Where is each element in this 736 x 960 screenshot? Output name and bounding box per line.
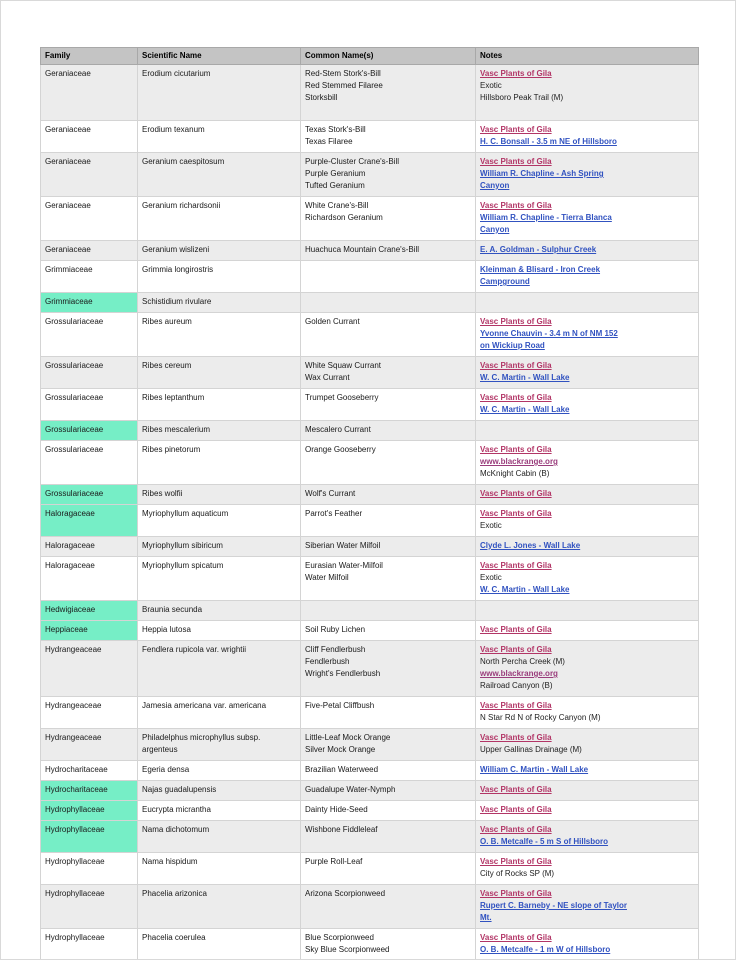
common-name-text: Richardson Geranium xyxy=(305,213,383,222)
common-name-text: Mescalero Currant xyxy=(305,425,371,434)
notes-cell xyxy=(476,313,699,357)
family-cell: Geraniaceae xyxy=(41,121,138,153)
vasc-plants-of-gila-link[interactable]: Vasc Plants of Gila xyxy=(480,625,552,634)
vasc-plants-of-gila-link[interactable]: Vasc Plants of Gila xyxy=(480,805,552,814)
scientific-name-cell: Ribes leptanthum xyxy=(138,389,301,421)
plant-table xyxy=(40,47,699,960)
family-cell: Hydrangeaceae xyxy=(41,641,138,697)
note-text: Upper Gallinas Drainage (M) xyxy=(480,745,582,754)
common-name-text: Dainty Hide-Seed xyxy=(305,805,368,814)
collection-record-link[interactable]: H. C. Bonsall - 3.5 m NE of Hillsboro xyxy=(480,137,617,146)
notes-cell xyxy=(476,781,699,801)
notes-cell xyxy=(476,729,699,761)
table-row xyxy=(41,505,699,537)
common-name-text: Huachuca Mountain Crane's-Bill xyxy=(305,245,420,254)
common-names-cell xyxy=(301,885,476,929)
vasc-plants-of-gila-link[interactable]: Vasc Plants of Gila xyxy=(480,509,552,518)
scientific-name-cell: Ribes mescalerium xyxy=(138,421,301,441)
family-cell: Hydrophyllaceae xyxy=(41,801,138,821)
header-family: Family xyxy=(41,48,138,65)
common-names-cell xyxy=(301,781,476,801)
header-scientific-name: Scientific Name xyxy=(138,48,301,65)
common-name-text: Silver Mock Orange xyxy=(305,745,376,754)
common-name-text: Blue Scorpionweed xyxy=(305,933,374,942)
table-row xyxy=(41,601,699,621)
family-cell: Geraniaceae xyxy=(41,197,138,241)
vasc-plants-of-gila-link[interactable]: Vasc Plants of Gila xyxy=(480,69,552,78)
scientific-name-cell: Geranium caespitosum xyxy=(138,153,301,197)
table-row xyxy=(41,421,699,441)
scientific-name-cell: Ribes pinetorum xyxy=(138,441,301,485)
common-names-cell xyxy=(301,761,476,781)
notes-cell xyxy=(476,697,699,729)
table-row xyxy=(41,537,699,557)
common-names-cell xyxy=(301,121,476,153)
notes-cell xyxy=(476,357,699,389)
table-row xyxy=(41,697,699,729)
common-name-text: Arizona Scorpionweed xyxy=(305,889,386,898)
scientific-name-cell: Geranium richardsonii xyxy=(138,197,301,241)
common-names-cell xyxy=(301,293,476,313)
vasc-plants-of-gila-link[interactable]: Vasc Plants of Gila xyxy=(480,201,552,210)
common-name-text: Little-Leaf Mock Orange xyxy=(305,733,391,742)
family-cell: Grossulariaceae xyxy=(41,389,138,421)
common-names-cell xyxy=(301,441,476,485)
scientific-name-cell: Phacelia coerulea xyxy=(138,929,301,960)
vasc-plants-of-gila-link[interactable]: Vasc Plants of Gila xyxy=(480,825,552,834)
common-names-cell xyxy=(301,601,476,621)
plant-table-body xyxy=(41,65,699,960)
table-row xyxy=(41,241,699,261)
notes-cell xyxy=(476,853,699,885)
table-row xyxy=(41,761,699,781)
notes-cell xyxy=(476,621,699,641)
common-names-cell xyxy=(301,853,476,885)
family-cell: Grossulariaceae xyxy=(41,313,138,357)
scientific-name-cell: Egeria densa xyxy=(138,761,301,781)
common-names-cell xyxy=(301,485,476,505)
common-name-text: Guadalupe Water-Nymph xyxy=(305,785,396,794)
table-row xyxy=(41,441,699,485)
common-names-cell xyxy=(301,261,476,293)
common-name-text: Red Stemmed Filaree xyxy=(305,81,383,90)
scientific-name-cell: Fendlera rupicola var. wrightii xyxy=(138,641,301,697)
collection-record-link[interactable]: E. A. Goldman - Sulphur Creek xyxy=(480,245,597,254)
notes-cell xyxy=(476,121,699,153)
collection-record-link[interactable]: O. B. Metcalfe - 5 m S of Hillsboro xyxy=(480,837,609,846)
vasc-plants-of-gila-link[interactable]: Vasc Plants of Gila xyxy=(480,701,552,710)
notes-cell xyxy=(476,293,699,313)
common-name-text: Texas Filaree xyxy=(305,137,353,146)
notes-cell xyxy=(476,641,699,697)
family-cell: Hydrophyllaceae xyxy=(41,821,138,853)
table-row xyxy=(41,641,699,697)
vasc-plants-of-gila-link[interactable]: Vasc Plants of Gila xyxy=(480,933,552,942)
common-name-text: Wright's Fendlerbush xyxy=(305,669,381,678)
table-row xyxy=(41,293,699,313)
table-row xyxy=(41,357,699,389)
collection-record-link[interactable]: Kleinman & Blisard - Iron Creek xyxy=(480,265,601,274)
vasc-plants-of-gila-link[interactable]: Vasc Plants of Gila xyxy=(480,561,552,570)
common-names-cell xyxy=(301,421,476,441)
vasc-plants-of-gila-link[interactable]: Vasc Plants of Gila xyxy=(480,157,552,166)
collection-record-link[interactable]: William R. Chapline - Ash Spring xyxy=(480,169,604,178)
scientific-name-cell: Myriophyllum spicatum xyxy=(138,557,301,601)
common-name-text: Water Milfoil xyxy=(305,573,349,582)
common-name-text: Five-Petal Cliffbush xyxy=(305,701,375,710)
scientific-name-cell: Jamesia americana var. americana xyxy=(138,697,301,729)
family-cell: Grossulariaceae xyxy=(41,421,138,441)
family-cell: Grossulariaceae xyxy=(41,441,138,485)
scientific-name-cell: Geranium wislizeni xyxy=(138,241,301,261)
family-cell: Haloragaceae xyxy=(41,537,138,557)
common-names-cell xyxy=(301,505,476,537)
vasc-plants-of-gila-link[interactable]: Vasc Plants of Gila xyxy=(480,125,552,134)
family-cell: Haloragaceae xyxy=(41,557,138,601)
family-cell: Hedwigiaceae xyxy=(41,601,138,621)
collection-record-link[interactable]: Yvonne Chauvin - 3.4 m N of NM 152 xyxy=(480,329,618,338)
common-name-text: Texas Stork's-Bill xyxy=(305,125,366,134)
common-names-cell xyxy=(301,621,476,641)
family-cell: Hydrocharitaceae xyxy=(41,781,138,801)
vasc-plants-of-gila-link[interactable]: Vasc Plants of Gila xyxy=(480,489,552,498)
common-names-cell xyxy=(301,801,476,821)
notes-cell xyxy=(476,801,699,821)
header-notes: Notes xyxy=(476,48,699,65)
note-text: North Percha Creek (M) xyxy=(480,657,565,666)
family-cell: Hydrophyllaceae xyxy=(41,929,138,960)
notes-cell xyxy=(476,821,699,853)
common-name-text: Cliff Fendlerbush xyxy=(305,645,366,654)
table-row xyxy=(41,153,699,197)
common-name-text: White Crane's-Bill xyxy=(305,201,369,210)
notes-cell xyxy=(476,197,699,241)
note-text xyxy=(480,105,482,114)
common-name-text: Wolf's Currant xyxy=(305,489,356,498)
common-names-cell xyxy=(301,641,476,697)
common-names-cell xyxy=(301,389,476,421)
common-name-text: Parrot's Feather xyxy=(305,509,363,518)
collection-record-link[interactable]: Clyde L. Jones - Wall Lake xyxy=(480,541,581,550)
common-name-text: Tufted Geranium xyxy=(305,181,365,190)
note-text: City of Rocks SP (M) xyxy=(480,869,555,878)
vasc-plants-of-gila-link[interactable]: Vasc Plants of Gila xyxy=(480,393,552,402)
note-text: Exotic xyxy=(480,573,502,582)
common-name-text: Trumpet Gooseberry xyxy=(305,393,379,402)
vasc-plants-of-gila-link[interactable]: Vasc Plants of Gila xyxy=(480,733,552,742)
common-names-cell xyxy=(301,729,476,761)
common-names-cell xyxy=(301,65,476,121)
common-names-cell xyxy=(301,821,476,853)
note-text: Exotic xyxy=(480,521,502,530)
scientific-name-cell: Nama hispidum xyxy=(138,853,301,885)
notes-cell xyxy=(476,885,699,929)
table-row xyxy=(41,261,699,293)
table-row xyxy=(41,485,699,505)
table-row xyxy=(41,621,699,641)
table-row xyxy=(41,853,699,885)
common-names-cell xyxy=(301,537,476,557)
scientific-name-cell: Erodium texanum xyxy=(138,121,301,153)
scientific-name-cell: Braunia secunda xyxy=(138,601,301,621)
collection-record-link[interactable]: Campground xyxy=(480,277,530,286)
common-name-text: Golden Currant xyxy=(305,317,360,326)
scientific-name-cell: Najas guadalupensis xyxy=(138,781,301,801)
common-name-text: White Squaw Currant xyxy=(305,361,382,370)
common-names-cell xyxy=(301,357,476,389)
blackrange-org-link[interactable]: www.blackrange.org xyxy=(480,457,558,466)
family-cell: Grimmiaceae xyxy=(41,261,138,293)
notes-cell xyxy=(476,389,699,421)
blackrange-org-link[interactable]: www.blackrange.org xyxy=(480,669,558,678)
common-name-text: Purple Geranium xyxy=(305,169,366,178)
scientific-name-cell: Eucrypta micrantha xyxy=(138,801,301,821)
notes-cell xyxy=(476,485,699,505)
family-cell: Hydrophyllaceae xyxy=(41,853,138,885)
notes-cell xyxy=(476,241,699,261)
notes-cell xyxy=(476,601,699,621)
notes-cell xyxy=(476,441,699,485)
header-row xyxy=(41,48,699,65)
vasc-plants-of-gila-link[interactable]: Vasc Plants of Gila xyxy=(480,785,552,794)
common-name-text: Siberian Water Milfoil xyxy=(305,541,381,550)
notes-cell xyxy=(476,537,699,557)
common-name-text: Sky Blue Scorpionweed xyxy=(305,945,390,954)
table-row xyxy=(41,389,699,421)
scientific-name-cell: Phacelia arizonica xyxy=(138,885,301,929)
notes-cell xyxy=(476,153,699,197)
table-row xyxy=(41,557,699,601)
scientific-name-cell: Schistidium rivulare xyxy=(138,293,301,313)
vasc-plants-of-gila-link[interactable]: Vasc Plants of Gila xyxy=(480,645,552,654)
scientific-name-cell: Grimmia longirostris xyxy=(138,261,301,293)
family-cell: Geraniaceae xyxy=(41,153,138,197)
note-text: Exotic xyxy=(480,81,502,90)
notes-cell xyxy=(476,505,699,537)
family-cell: Geraniaceae xyxy=(41,65,138,121)
scientific-name-cell: Ribes aureum xyxy=(138,313,301,357)
collection-record-link[interactable]: William R. Chapline - Tierra Blanca xyxy=(480,213,612,222)
collection-record-link[interactable]: W. C. Martin - Wall Lake xyxy=(480,373,570,382)
vasc-plants-of-gila-link[interactable]: Vasc Plants of Gila xyxy=(480,889,552,898)
table-row xyxy=(41,801,699,821)
family-cell: Hydrangeaceae xyxy=(41,729,138,761)
scientific-name-cell: Myriophyllum aquaticum xyxy=(138,505,301,537)
common-name-text: Fendlerbush xyxy=(305,657,350,666)
common-name-text: Red-Stem Stork's-Bill xyxy=(305,69,381,78)
note-text: McKnight Cabin (B) xyxy=(480,469,550,478)
vasc-plants-of-gila-link[interactable]: Vasc Plants of Gila xyxy=(480,317,552,326)
common-name-text: Wax Currant xyxy=(305,373,350,382)
table-row xyxy=(41,821,699,853)
table-row xyxy=(41,65,699,121)
family-cell: Geraniaceae xyxy=(41,241,138,261)
vasc-plants-of-gila-link[interactable]: Vasc Plants of Gila xyxy=(480,445,552,454)
table-row xyxy=(41,885,699,929)
collection-record-link[interactable]: O. B. Metcalfe - 1 m W of Hillsboro xyxy=(480,945,611,954)
common-name-text: Eurasian Water-Milfoil xyxy=(305,561,383,570)
collection-record-link[interactable]: Rupert C. Barneby - NE slope of Taylor xyxy=(480,901,627,910)
header-common-names: Common Name(s) xyxy=(301,48,476,65)
notes-cell xyxy=(476,421,699,441)
family-cell: Heppiaceae xyxy=(41,621,138,641)
common-name-text: Orange Gooseberry xyxy=(305,445,376,454)
family-cell: Grimmiaceae xyxy=(41,293,138,313)
notes-cell xyxy=(476,557,699,601)
table-row xyxy=(41,313,699,357)
scientific-name-cell: Philadelphus microphyllus subsp. argenteus xyxy=(138,729,301,761)
table-row xyxy=(41,781,699,801)
collection-record-link[interactable]: Canyon xyxy=(480,181,510,190)
common-name-text: Storksbill xyxy=(305,93,338,102)
common-names-cell xyxy=(301,929,476,960)
common-names-cell xyxy=(301,557,476,601)
family-cell: Hydrocharitaceae xyxy=(41,761,138,781)
note-text: N Star Rd N of Rocky Canyon (M) xyxy=(480,713,601,722)
notes-cell xyxy=(476,65,699,121)
scientific-name-cell: Ribes cereum xyxy=(138,357,301,389)
common-names-cell xyxy=(301,197,476,241)
note-text: Hillsboro Peak Trail (M) xyxy=(480,93,564,102)
common-names-cell xyxy=(301,313,476,357)
scientific-name-cell: Myriophyllum sibiricum xyxy=(138,537,301,557)
collection-record-link[interactable]: Canyon xyxy=(480,225,510,234)
notes-cell xyxy=(476,929,699,960)
common-name-text: Brazilian Waterweed xyxy=(305,765,379,774)
collection-record-link[interactable]: W. C. Martin - Wall Lake xyxy=(480,405,570,414)
table-row xyxy=(41,121,699,153)
family-cell: Grossulariaceae xyxy=(41,357,138,389)
family-cell: Hydrangeaceae xyxy=(41,697,138,729)
scientific-name-cell: Nama dichotomum xyxy=(138,821,301,853)
notes-cell xyxy=(476,761,699,781)
common-name-text: Purple-Cluster Crane's-Bill xyxy=(305,157,399,166)
notes-cell xyxy=(476,261,699,293)
common-names-cell xyxy=(301,153,476,197)
family-cell: Grossulariaceae xyxy=(41,485,138,505)
common-name-text: Purple Roll-Leaf xyxy=(305,857,363,866)
vasc-plants-of-gila-link[interactable]: Vasc Plants of Gila xyxy=(480,857,552,866)
scientific-name-cell: Heppia lutosa xyxy=(138,621,301,641)
scientific-name-cell: Ribes wolfii xyxy=(138,485,301,505)
family-cell: Hydrophyllaceae xyxy=(41,885,138,929)
collection-record-link[interactable]: Mt. xyxy=(480,913,492,922)
collection-record-link[interactable]: W. C. Martin - Wall Lake xyxy=(480,585,570,594)
common-name-text: Soil Ruby Lichen xyxy=(305,625,366,634)
table-row xyxy=(41,729,699,761)
common-name-text: Wishbone Fiddleleaf xyxy=(305,825,378,834)
scientific-name-cell: Erodium cicutarium xyxy=(138,65,301,121)
table-row xyxy=(41,929,699,960)
common-names-cell xyxy=(301,241,476,261)
collection-record-link[interactable]: on Wickiup Road xyxy=(480,341,545,350)
family-cell: Haloragaceae xyxy=(41,505,138,537)
table-row xyxy=(41,197,699,241)
vasc-plants-of-gila-link[interactable]: Vasc Plants of Gila xyxy=(480,361,552,370)
common-names-cell xyxy=(301,697,476,729)
collection-record-link[interactable]: William C. Martin - Wall Lake xyxy=(480,765,589,774)
note-text: Railroad Canyon (B) xyxy=(480,681,553,690)
